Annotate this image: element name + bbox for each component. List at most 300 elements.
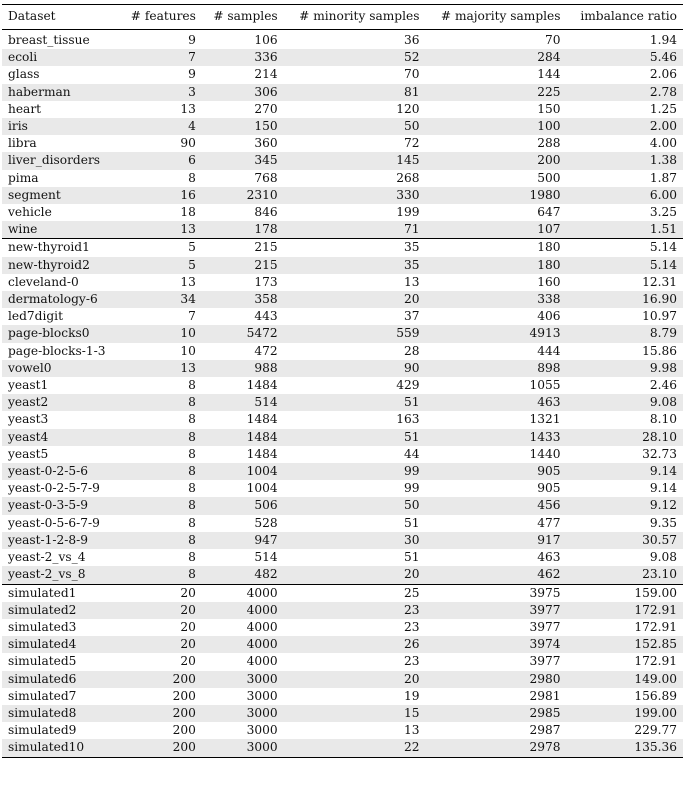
cell-minority: 163 <box>396 412 420 427</box>
cell-imbalance: 9.08 <box>567 394 683 411</box>
table-row <box>2 705 683 722</box>
cell-dataset: simulated8 <box>2 705 119 722</box>
cell-majority: 917 <box>425 532 566 549</box>
cell-features: 8 <box>188 446 196 461</box>
cell-minority: 99 <box>284 463 426 480</box>
table-row <box>2 688 683 705</box>
cell-minority: 15 <box>284 705 426 722</box>
cell-majority: 100 <box>425 118 566 135</box>
cell-imbalance: 1.51 <box>567 221 683 239</box>
cell-samples: 1004 <box>202 463 284 480</box>
cell-majority: 284 <box>425 49 566 66</box>
cell-imbalance: 135.36 <box>567 739 683 757</box>
cell-dataset: pima <box>8 170 39 185</box>
cell-dataset: simulated1 <box>2 584 119 602</box>
cell-majority: 406 <box>537 309 561 324</box>
cell-dataset: vowel0 <box>2 360 119 377</box>
cell-majority: 3977 <box>529 654 561 669</box>
cell-minority: 13 <box>403 274 420 289</box>
cell-minority: 13 <box>403 723 420 738</box>
cell-imbalance: 5.14 <box>567 257 683 274</box>
cell-samples: 1484 <box>246 446 278 461</box>
cell-majority: 338 <box>425 291 566 308</box>
cell-majority: 2987 <box>529 723 561 738</box>
table-row <box>2 66 683 83</box>
cell-majority: 1433 <box>425 429 566 446</box>
cell-dataset: simulated4 <box>2 636 119 653</box>
cell-features: 13 <box>180 274 196 289</box>
cell-imbalance: 9.35 <box>649 515 677 530</box>
table-row <box>2 653 683 670</box>
cell-majority: 647 <box>537 205 561 220</box>
cell-imbalance: 229.77 <box>634 723 677 738</box>
cell-imbalance: 15.86 <box>642 343 677 358</box>
cell-dataset: simulated3 <box>8 619 77 634</box>
cell-features: 34 <box>119 291 202 308</box>
cell-imbalance: 2.78 <box>567 84 683 101</box>
cell-majority: 3977 <box>529 619 561 634</box>
cell-features: 8 <box>188 170 196 185</box>
cell-features: 8 <box>188 515 196 530</box>
cell-features: 8 <box>188 378 196 393</box>
cell-minority: 70 <box>403 67 420 82</box>
cell-imbalance: 9.08 <box>649 550 677 565</box>
cell-dataset: yeast5 <box>8 446 49 461</box>
cell-majority: 2980 <box>425 671 566 688</box>
table-row <box>2 49 683 66</box>
cell-features: 200 <box>119 671 202 688</box>
cell-majority: 4913 <box>425 325 566 342</box>
table-row <box>2 170 683 187</box>
cell-imbalance: 3.25 <box>649 205 677 220</box>
table-row <box>2 722 683 739</box>
cell-features: 8 <box>119 566 202 584</box>
table-row <box>2 619 683 636</box>
cell-samples: 472 <box>254 343 278 358</box>
cell-minority: 37 <box>403 309 420 324</box>
cell-features: 20 <box>180 619 196 634</box>
cell-samples: 214 <box>254 67 278 82</box>
cell-imbalance: 1.38 <box>567 152 683 169</box>
cell-samples: 306 <box>202 84 284 101</box>
cell-features: 5 <box>119 239 202 257</box>
cell-minority: 36 <box>403 33 420 47</box>
cell-imbalance: 23.10 <box>567 566 683 584</box>
cell-features: 13 <box>119 360 202 377</box>
cell-samples: 345 <box>202 152 284 169</box>
cell-features: 10 <box>180 343 196 358</box>
cell-majority: 107 <box>425 221 566 239</box>
cell-majority: 1980 <box>425 187 566 204</box>
cell-imbalance: 172.91 <box>634 654 677 669</box>
table-row <box>2 446 683 463</box>
table-row <box>2 549 683 566</box>
cell-imbalance: 172.91 <box>567 602 683 619</box>
cell-minority: 44 <box>403 446 420 461</box>
cell-dataset: liver_disorders <box>2 152 119 169</box>
cell-samples: 482 <box>202 566 284 584</box>
cell-majority: 2981 <box>529 688 561 703</box>
cell-minority: 51 <box>284 429 426 446</box>
table-row <box>2 463 683 480</box>
header-row <box>2 5 683 30</box>
cell-dataset: simulated9 <box>8 723 77 738</box>
cell-features: 4 <box>119 118 202 135</box>
cell-samples: 4000 <box>246 654 278 669</box>
cell-majority: 2985 <box>425 705 566 722</box>
cell-majority: 160 <box>537 274 561 289</box>
table-row <box>2 636 683 653</box>
cell-samples: 506 <box>202 497 284 514</box>
cell-imbalance: 9.98 <box>567 360 683 377</box>
cell-dataset: wine <box>2 221 119 239</box>
cell-samples: 988 <box>202 360 284 377</box>
cell-minority: 23 <box>403 619 420 634</box>
cell-features: 10 <box>119 325 202 342</box>
cell-features: 5 <box>119 257 202 274</box>
table-row <box>2 377 683 394</box>
cell-majority: 905 <box>425 463 566 480</box>
cell-minority: 35 <box>284 257 426 274</box>
cell-samples: 1484 <box>246 378 278 393</box>
cell-majority: 3975 <box>425 584 566 602</box>
cell-samples: 3000 <box>202 739 284 757</box>
cell-imbalance: 28.10 <box>567 429 683 446</box>
cell-features: 7 <box>119 49 202 66</box>
cell-dataset: yeast4 <box>2 429 119 446</box>
cell-dataset: yeast-2_vs_8 <box>2 566 119 584</box>
cell-samples: 3000 <box>246 688 278 703</box>
cell-samples: 150 <box>202 118 284 135</box>
cell-dataset: new-thyroid1 <box>2 239 119 257</box>
table-row <box>2 204 683 221</box>
cell-samples: 2310 <box>202 187 284 204</box>
cell-dataset: yeast-2_vs_4 <box>8 550 86 565</box>
cell-imbalance: 199.00 <box>567 705 683 722</box>
cell-samples: 358 <box>202 291 284 308</box>
cell-imbalance: 12.31 <box>642 274 677 289</box>
cell-samples: 443 <box>254 309 278 324</box>
table-row <box>2 532 683 549</box>
cell-imbalance: 9.14 <box>567 463 683 480</box>
table-row <box>2 84 683 101</box>
cell-features: 8 <box>119 532 202 549</box>
cell-majority: 456 <box>425 497 566 514</box>
cell-majority: 500 <box>537 170 561 185</box>
cell-majority: 144 <box>537 67 561 82</box>
col-samples: # samples <box>213 9 278 24</box>
table-row <box>2 308 683 325</box>
cell-majority: 898 <box>425 360 566 377</box>
cell-samples: 4000 <box>246 619 278 634</box>
cell-dataset: yeast3 <box>8 412 49 427</box>
cell-dataset: libra <box>8 136 37 151</box>
table-row <box>2 118 683 135</box>
cell-majority: 444 <box>537 343 561 358</box>
cell-features: 16 <box>119 187 202 204</box>
cell-imbalance: 172.91 <box>634 619 677 634</box>
cell-samples: 215 <box>202 239 284 257</box>
cell-features: 20 <box>119 636 202 653</box>
cell-features: 8 <box>119 429 202 446</box>
cell-majority: 1321 <box>529 412 561 427</box>
cell-dataset: haberman <box>2 84 119 101</box>
cell-samples: 106 <box>254 33 278 47</box>
cell-majority: 1440 <box>529 446 561 461</box>
cell-dataset: cleveland-0 <box>8 274 79 289</box>
cell-minority: 51 <box>403 550 420 565</box>
cell-samples: 1004 <box>246 481 278 496</box>
cell-minority: 120 <box>396 101 420 116</box>
cell-imbalance: 9.12 <box>567 497 683 514</box>
cell-dataset: simulated6 <box>2 671 119 688</box>
table-row <box>2 221 683 239</box>
table-header <box>2 5 683 30</box>
cell-samples: 3000 <box>246 723 278 738</box>
cell-samples: 3000 <box>202 705 284 722</box>
cell-minority: 26 <box>284 636 426 653</box>
cell-imbalance: 8.79 <box>567 325 683 342</box>
cell-dataset: yeast-0-2-5-6 <box>2 463 119 480</box>
cell-samples: 4000 <box>202 636 284 653</box>
cell-majority: 225 <box>425 84 566 101</box>
cell-features: 20 <box>119 584 202 602</box>
cell-samples: 360 <box>254 136 278 151</box>
cell-dataset: yeast-1-2-8-9 <box>2 532 119 549</box>
cell-majority: 462 <box>425 566 566 584</box>
cell-minority: 25 <box>284 584 426 602</box>
cell-features: 200 <box>119 705 202 722</box>
cell-samples: 514 <box>202 394 284 411</box>
group-benchmark <box>2 30 683 239</box>
cell-samples: 215 <box>202 257 284 274</box>
table-row <box>2 135 683 152</box>
cell-imbalance: 5.46 <box>567 49 683 66</box>
cell-features: 90 <box>180 136 196 151</box>
cell-features: 200 <box>172 723 196 738</box>
cell-imbalance: 16.90 <box>567 291 683 308</box>
cell-majority: 3977 <box>425 602 566 619</box>
cell-dataset: yeast-0-5-6-7-9 <box>8 515 100 530</box>
table-row <box>2 584 683 602</box>
cell-minority: 22 <box>284 739 426 757</box>
cell-samples: 336 <box>202 49 284 66</box>
cell-features: 8 <box>119 497 202 514</box>
cell-features: 8 <box>188 412 196 427</box>
cell-samples: 3000 <box>202 671 284 688</box>
cell-dataset: segment <box>2 187 119 204</box>
cell-minority: 20 <box>284 671 426 688</box>
table-row <box>2 429 683 446</box>
cell-dataset: yeast2 <box>2 394 119 411</box>
cell-minority: 20 <box>284 566 426 584</box>
table-row <box>2 152 683 169</box>
cell-imbalance: 159.00 <box>567 584 683 602</box>
cell-features: 20 <box>180 654 196 669</box>
cell-minority: 50 <box>284 118 426 135</box>
cell-features: 9 <box>188 33 196 47</box>
cell-majority: 2978 <box>425 739 566 757</box>
cell-features: 13 <box>180 101 196 116</box>
cell-imbalance: 1.94 <box>649 33 677 47</box>
cell-dataset: glass <box>8 67 40 82</box>
cell-samples: 528 <box>254 515 278 530</box>
cell-dataset: simulated5 <box>8 654 77 669</box>
cell-dataset: heart <box>8 101 42 116</box>
cell-imbalance: 6.00 <box>567 187 683 204</box>
cell-imbalance: 2.46 <box>649 378 677 393</box>
cell-samples: 514 <box>254 550 278 565</box>
cell-samples: 947 <box>202 532 284 549</box>
cell-majority: 905 <box>537 481 561 496</box>
cell-imbalance: 1.25 <box>649 101 677 116</box>
cell-dataset: yeast-0-2-5-7-9 <box>8 481 100 496</box>
cell-majority: 200 <box>425 152 566 169</box>
cell-minority: 71 <box>284 221 426 239</box>
cell-dataset: dermatology-6 <box>2 291 119 308</box>
table-row <box>2 602 683 619</box>
table-row <box>2 274 683 291</box>
cell-features: 200 <box>172 688 196 703</box>
cell-minority: 35 <box>284 239 426 257</box>
cell-imbalance: 8.10 <box>649 412 677 427</box>
cell-minority: 23 <box>403 654 420 669</box>
cell-minority: 429 <box>396 378 420 393</box>
cell-minority: 145 <box>284 152 426 169</box>
cell-features: 18 <box>180 205 196 220</box>
cell-features: 8 <box>119 463 202 480</box>
cell-imbalance: 149.00 <box>567 671 683 688</box>
table-row <box>2 239 683 257</box>
dataset-table <box>2 4 683 758</box>
table-row <box>2 394 683 411</box>
table-row <box>2 343 683 360</box>
cell-imbalance: 156.89 <box>634 688 677 703</box>
group-keel <box>2 239 683 584</box>
cell-minority: 268 <box>396 170 420 185</box>
cell-minority: 330 <box>284 187 426 204</box>
cell-imbalance: 30.57 <box>567 532 683 549</box>
cell-imbalance: 9.14 <box>649 481 677 496</box>
col-minority: # minority samples <box>299 9 420 24</box>
cell-samples: 846 <box>254 205 278 220</box>
cell-imbalance: 152.85 <box>567 636 683 653</box>
cell-dataset: simulated7 <box>8 688 77 703</box>
cell-imbalance: 2.00 <box>567 118 683 135</box>
cell-dataset: yeast1 <box>8 378 49 393</box>
cell-minority: 559 <box>284 325 426 342</box>
table-row <box>2 30 683 50</box>
cell-samples: 4000 <box>202 602 284 619</box>
cell-imbalance: 5.14 <box>567 239 683 257</box>
cell-samples: 4000 <box>202 584 284 602</box>
table-row <box>2 671 683 688</box>
cell-majority: 463 <box>425 394 566 411</box>
table-row <box>2 291 683 308</box>
table-row <box>2 325 683 342</box>
table-row <box>2 101 683 118</box>
cell-dataset: yeast-0-3-5-9 <box>2 497 119 514</box>
col-imbalance: imbalance ratio <box>580 9 677 24</box>
cell-imbalance: 1.87 <box>649 170 677 185</box>
cell-features: 8 <box>188 550 196 565</box>
cell-samples: 768 <box>254 170 278 185</box>
cell-features: 8 <box>188 481 196 496</box>
cell-minority: 90 <box>284 360 426 377</box>
cell-minority: 51 <box>403 515 420 530</box>
cell-majority: 150 <box>537 101 561 116</box>
group-simulated <box>2 584 683 757</box>
cell-minority: 99 <box>403 481 420 496</box>
cell-dataset: breast_tissue <box>8 33 90 47</box>
cell-features: 8 <box>119 394 202 411</box>
cell-samples: 270 <box>254 101 278 116</box>
cell-minority: 52 <box>284 49 426 66</box>
cell-dataset: simulated2 <box>2 602 119 619</box>
cell-imbalance: 4.00 <box>649 136 677 151</box>
cell-minority: 20 <box>284 291 426 308</box>
col-dataset: Dataset <box>8 9 56 24</box>
table-row <box>2 187 683 204</box>
table-row <box>2 411 683 428</box>
table-row <box>2 257 683 274</box>
cell-majority: 70 <box>545 33 561 47</box>
cell-majority: 288 <box>537 136 561 151</box>
cell-minority: 19 <box>403 688 420 703</box>
table-row <box>2 566 683 584</box>
cell-minority: 28 <box>403 343 420 358</box>
cell-minority: 199 <box>396 205 420 220</box>
cell-features: 13 <box>119 221 202 239</box>
cell-features: 6 <box>119 152 202 169</box>
cell-minority: 23 <box>284 602 426 619</box>
cell-minority: 50 <box>284 497 426 514</box>
table-row <box>2 497 683 514</box>
cell-minority: 72 <box>403 136 420 151</box>
cell-features: 3 <box>119 84 202 101</box>
cell-dataset: page-blocks-1-3 <box>8 343 106 358</box>
cell-dataset: vehicle <box>8 205 52 220</box>
cell-imbalance: 10.97 <box>642 309 677 324</box>
table-row <box>2 480 683 497</box>
cell-features: 20 <box>119 602 202 619</box>
cell-dataset: simulated10 <box>2 739 119 757</box>
table-row <box>2 360 683 377</box>
cell-majority: 180 <box>425 257 566 274</box>
cell-majority: 477 <box>537 515 561 530</box>
cell-features: 200 <box>119 739 202 757</box>
col-majority: # majority samples <box>440 9 561 24</box>
cell-dataset: ecoli <box>2 49 119 66</box>
cell-majority: 180 <box>425 239 566 257</box>
cell-imbalance: 2.06 <box>649 67 677 82</box>
cell-features: 7 <box>188 309 196 324</box>
cell-minority: 51 <box>284 394 426 411</box>
cell-minority: 30 <box>284 532 426 549</box>
cell-dataset: new-thyroid2 <box>2 257 119 274</box>
cell-dataset: led7digit <box>8 309 63 324</box>
cell-majority: 3974 <box>425 636 566 653</box>
cell-samples: 1484 <box>246 412 278 427</box>
cell-minority: 81 <box>284 84 426 101</box>
cell-samples: 173 <box>254 274 278 289</box>
cell-samples: 1484 <box>202 429 284 446</box>
cell-majority: 463 <box>537 550 561 565</box>
cell-samples: 178 <box>202 221 284 239</box>
col-features: # features <box>130 9 196 24</box>
cell-dataset: iris <box>2 118 119 135</box>
table-row <box>2 515 683 532</box>
